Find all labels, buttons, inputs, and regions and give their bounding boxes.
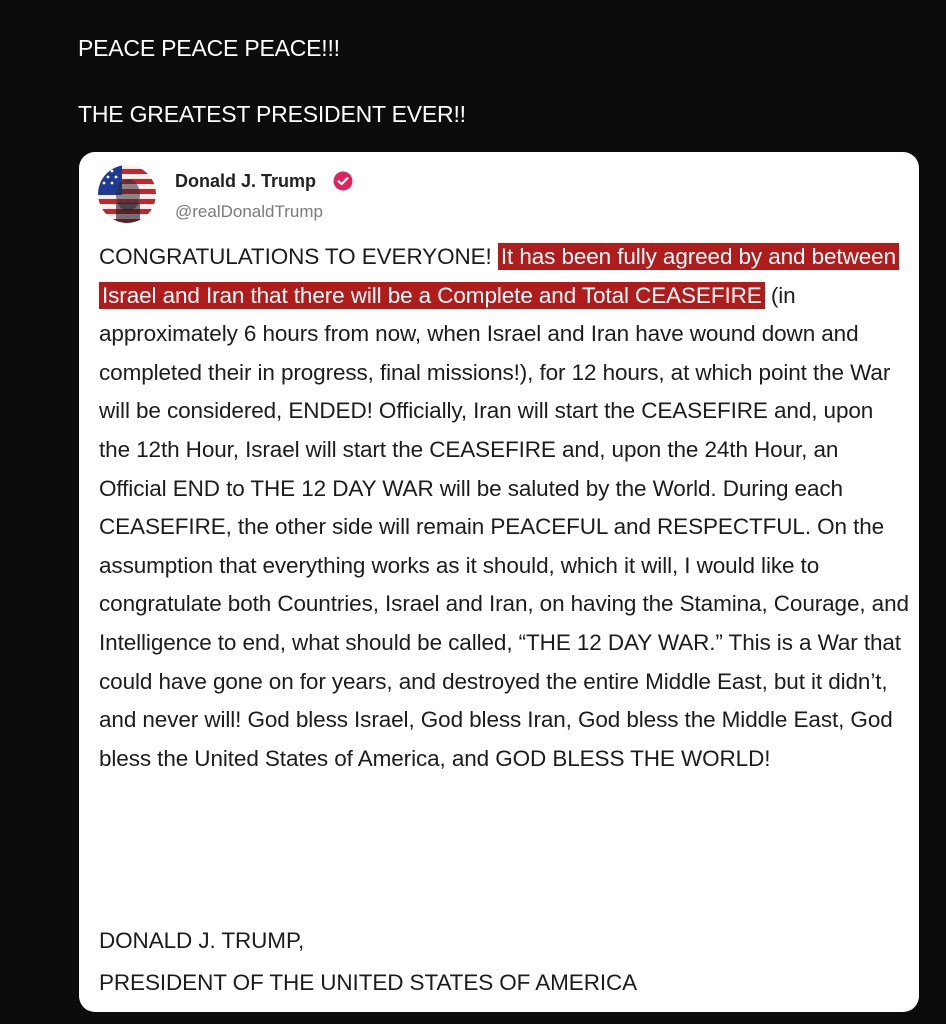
post-body-rest: (in approximately 6 hours from now, when Israel and Iran have wound down and completed their in progress, final missions!), for 12 hours, at which point the War will be considered, ENDED! Officially, Iran will start the CEASEFIRE and, upon the 12th Hour, Israel will start the CEASEFIRE and, upon the 24th Hour, an Official END to THE 12 DAY WAR will be saluted by the World. During each CEASEFIRE, the other side will remain PEACEFUL and RESPECTFUL. On the assumption that everything works as it should, which it will, I would like to congratulate both Countries, Israel and Iran, on having the Stamina, Courage, and Intelligence to end, what should be called, “THE 12 DAY WAR.” This is a War that could have gone on for years, and destroyed the entire Middle East, but it didn’t, and never will! God bless Israel, God bless Iran, God bless the Middle East, God bless the United States of America, and GOD BLESS THE WORLD!: [99, 282, 909, 771]
caption-line-2: THE GREATEST PRESIDENT EVER!!: [78, 101, 466, 127]
caption-line-1: PEACE PEACE PEACE!!!: [78, 35, 340, 61]
signature-line-1: DONALD J. TRUMP,: [99, 928, 305, 953]
post-body-highlight: It has been fully agreed by and between Israel and Iran that there will be a Complete and Total CEASEFIRE: [99, 243, 899, 309]
embedded-post-card[interactable]: [79, 152, 919, 1012]
post-body: [99, 238, 909, 778]
post-signature: [99, 920, 909, 1004]
post-body-lead: CONGRATULATIONS TO EVERYONE!: [99, 244, 498, 269]
signature-line-2: PRESIDENT OF THE UNITED STATES OF AMERICA: [99, 970, 638, 995]
author-handle[interactable]: @realDonaldTrump: [175, 202, 323, 221]
verified-badge-icon: [333, 171, 353, 191]
profile-avatar[interactable]: [98, 165, 156, 223]
author-name[interactable]: Donald J. Trump: [175, 171, 317, 191]
